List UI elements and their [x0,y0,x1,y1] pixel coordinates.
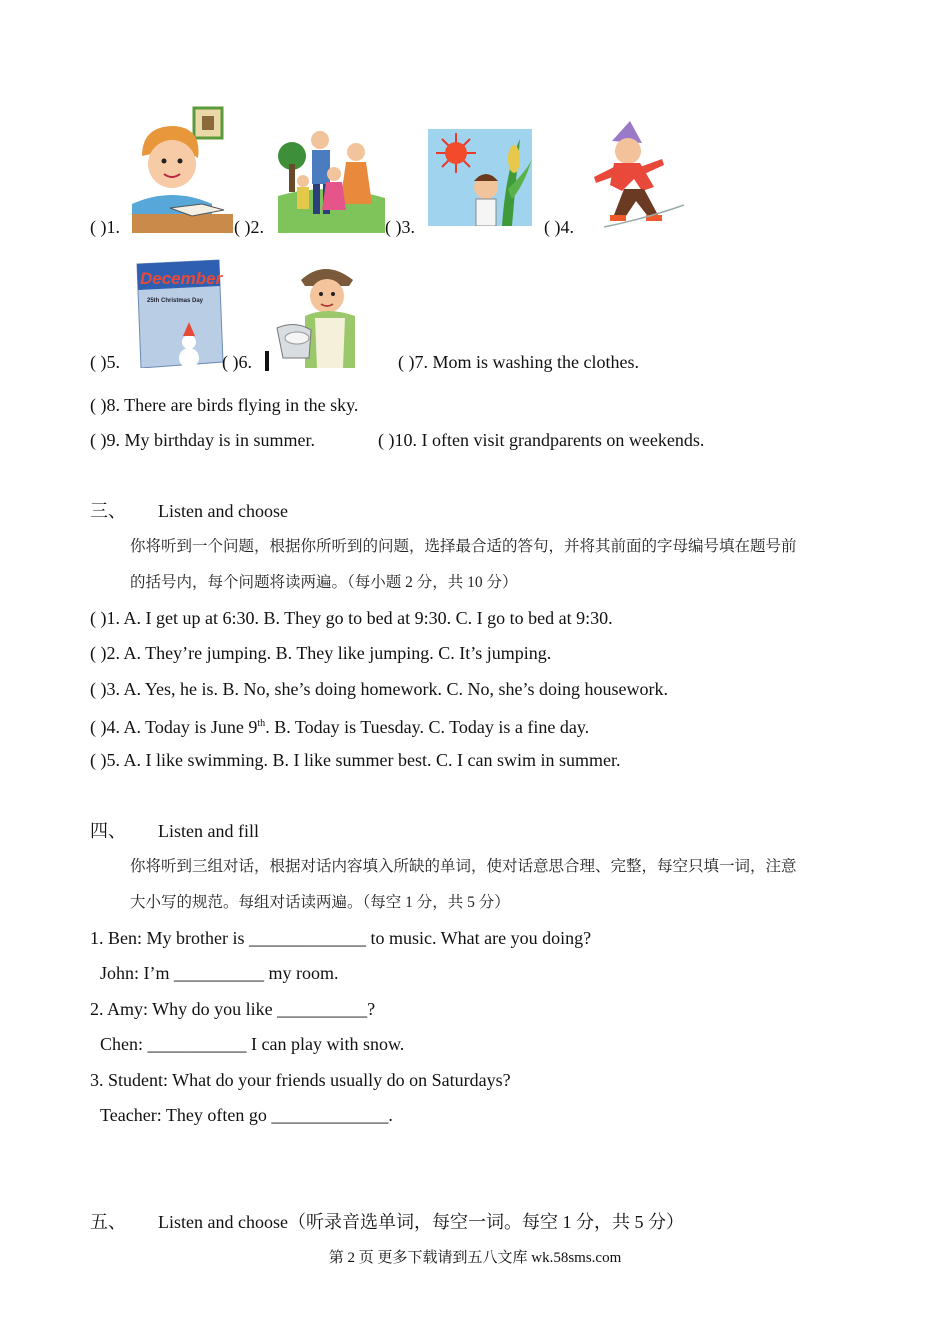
question-7: ( )7. Mom is washing the clothes. [398,352,639,372]
picture-question-4: ( )4. [544,217,574,237]
part5-title: Listen and choose（听录音选单词，每空一词。每空 1 分，共 5 分） [158,1212,684,1232]
part3-question-2: ( )2. A. They’re jumping. B. They like jumping. C. It’s jumping. [90,643,552,663]
dialogue-1-john: John: I’m __________ my room. [100,963,339,983]
picture-question-5: ( )5. [90,352,120,372]
part3-question-3: ( )3. A. Yes, he is. B. No, she’s doing homework. C. No, she’s doing housework. [90,679,668,699]
part3-title: Listen and choose [158,501,288,521]
family-walking-picture [278,126,385,233]
dialogue-2-amy: 2. Amy: Why do you like __________? [90,999,376,1019]
calendar-month: December [140,269,223,288]
dialogue-3-teacher: Teacher: They often go _____________. [100,1105,393,1125]
part4-number: 四、 [90,821,126,841]
question-8: ( )8. There are birds flying in the sky. [90,395,359,415]
part3-question-4: ( )4. A. Today is June 9th. B. Today is Tuesday. C. Today is a fine day. [90,717,590,737]
part3-question-5: ( )5. A. I like swimming. B. I like summer best. C. I can swim in summer. [90,750,621,770]
part4-instructions-line2: 大小写的规范。每组对话读两遍。（每空 1 分，共 5 分） [130,894,510,911]
picture-question-2: ( )2. [234,217,264,237]
part3-question-1: ( )1. A. I get up at 6:30. B. They go to bed at 9:30. C. I go to bed at 9:30. [90,608,613,628]
part4-instructions-line1: 你将听到三组对话，根据对话内容填入所缺的单词，使对话意思合理、完整，每空只填一词，注意 [130,858,797,875]
part4-title: Listen and fill [158,821,259,841]
boy-reading-picture [132,106,233,233]
dialogue-1-ben: 1. Ben: My brother is _____________ to music. What are you doing? [90,928,592,948]
picture-question-6: ( )6. [222,352,252,372]
dialogue-3-student: 3. Student: What do your friends usually do on Saturdays? [90,1070,511,1090]
part3-instructions-line1: 你将听到一个问题，根据你所听到的问题，选择最合适的答句，并将其前面的字母编号填在题号前 [130,538,797,555]
part3-number: 三、 [90,501,126,521]
question-10: ( )10. I often visit grandparents on weekends. [378,430,705,450]
washing-dishes-picture [275,258,358,368]
part5-number: 五、 [90,1212,126,1232]
part3-instructions-line2: 的括号内，每个问题将读两遍。（每小题 2 分，共 10 分） [130,574,518,591]
picture-question-1: ( )1. [90,217,120,237]
december-calendar-picture [135,258,224,368]
page-footer: 第 2 页 更多下载请到五八文库 wk.58sms.com [328,1250,622,1266]
dialogue-2-chen: Chen: ___________ I can play with snow. [100,1034,405,1054]
skating-boy-picture [584,119,687,229]
hot-sun-picture [428,129,532,226]
picture-question-3: ( )3. [385,217,415,237]
bar-mark [265,351,269,371]
calendar-subtitle: 25th Christmas Day [147,298,204,304]
question-9: ( )9. My birthday is in summer. [90,430,315,450]
